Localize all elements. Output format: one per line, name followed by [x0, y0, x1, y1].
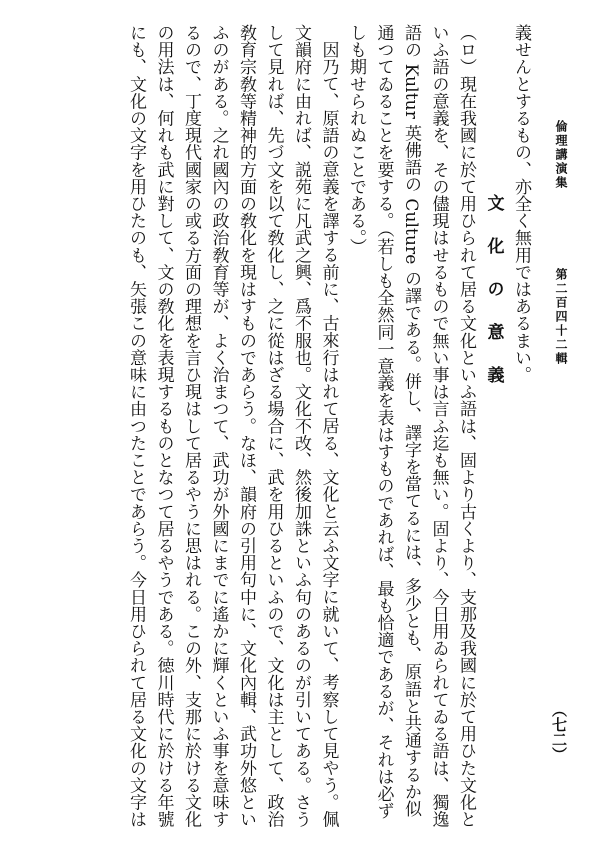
running-header-series: 倫理講演集: [554, 120, 568, 190]
paragraph-etymology: 因乃て、原語の意義を譯する前に、古來行はれて居る、文化と云ふ文字に就いて、考察して見やう。佩文韻府に由れば、説苑に凡武之興、爲不服也。文化不改、然後加誅といふ句のあるのが引いてある。さうして見れば、先づ文を以て敎化し、之に從はざる場合に、武を用ひるといふので、文化は主として、政治敎育宗敎等精神的方面の敎化を現はすものであらう。なほ、韻府の引用句中に、文化內輯、武功外悠といふのがある。之れ國內の政治敎育等が、よく治まつて、武功が外國にまでに遙かに輝くといふ事を意味するので、丁度現代國家の或る方面の理想を言ひ現はして居るやうに思はれる。この外、支那に於ける文化の用法は、何れも武に對して、文の敎化を表現するものとなつて居るやうである。徳川時代に於ける年號にも、文化の文字を用ひたのも、矢張この意味に由つたことであらう。今日用ひられて居る文化の文字は: [126, 24, 339, 828]
running-header-issue: 第二百四十二輯: [554, 268, 568, 366]
paragraph-continuation: 義せんとするもの、亦全く無用ではあるまい。: [511, 24, 531, 384]
page-number: （七二）: [550, 702, 568, 762]
paragraph-ro: （ロ）現在我國に於て用ひられて居る文化といふ語は、固より古くより、支那及我國に於て用ひた文化といふ語の意義を、その儘現はせるもので無い事は言ふ迄も無い。固より、今日用ゐられてゐる語は、獨逸語の Kultur 英佛語の Culture の譯である。併し、譯字を當てるには、多少とも、原語と共通するか似通つてゐることを要する。（若しも全然同一意義を表はすものであれば、最も恰適であるが、それは必ずしも期せられぬことである。）: [346, 24, 476, 828]
body-text: [34, 24, 534, 834]
section-heading: 文化の意義: [483, 194, 504, 409]
